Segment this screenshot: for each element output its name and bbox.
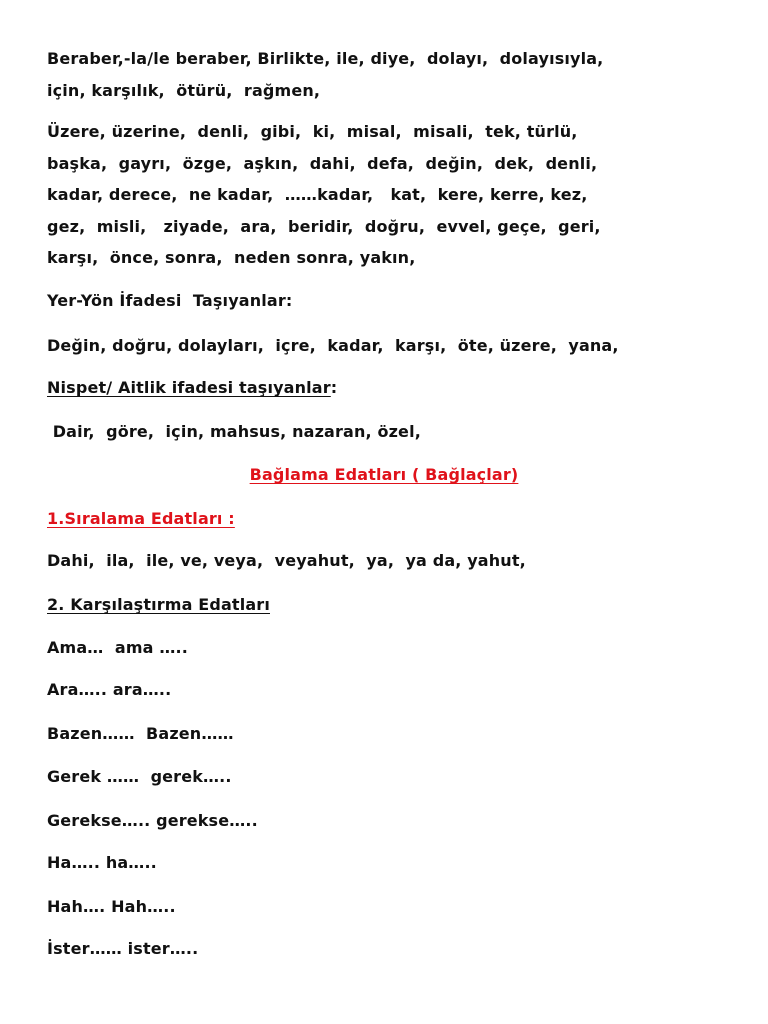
- heading-yer-yon: Yer-Yön İfadesi Taşıyanlar:: [47, 291, 293, 310]
- text-line: karşı, önce, sonra, neden sonra, yakın,: [47, 248, 416, 267]
- heading-nispet-colon: :: [330, 378, 338, 397]
- text-line: kadar, derece, ne kadar, ……kadar, kat, kere, kerre, kez,: [47, 185, 588, 204]
- list-item: Gerekse….. gerekse…..: [47, 811, 258, 830]
- heading-nispet-text: Nispet/ Aitlik ifadesi taşıyanlar: [47, 378, 331, 397]
- list-item: Hah…. Hah…..: [47, 897, 176, 916]
- heading-nispet: [47, 378, 337, 398]
- text-line: gez, misli, ziyade, ara, beridir, doğru, evvel, geçe, geri,: [47, 217, 601, 236]
- text-line: için, karşılık, ötürü, rağmen,: [47, 81, 321, 100]
- subheading-karsilastirma: 2. Karşılaştırma Edatları: [47, 595, 270, 614]
- list-item: Ara….. ara…..: [47, 680, 172, 699]
- text-line: başka, gayrı, özge, aşkın, dahi, defa, değin, dek, denli,: [47, 154, 598, 173]
- list-item: İster…… ister…..: [47, 939, 199, 958]
- list-item: Gerek …… gerek…..: [47, 767, 232, 786]
- list-item: Ama… ama …..: [47, 638, 188, 657]
- list-item: Ha….. ha…..: [47, 853, 157, 872]
- nispet-items: Dair, göre, için, mahsus, nazaran, özel,: [47, 422, 421, 441]
- subheading-siralama: 1.Sıralama Edatları :: [47, 509, 235, 528]
- text-line: Üzere, üzerine, denli, gibi, ki, misal, misali, tek, türlü,: [47, 122, 578, 141]
- siralama-items: Dahi, ila, ile, ve, veya, veyahut, ya, ya da, yahut,: [47, 551, 526, 570]
- list-item: Bazen…… Bazen……: [47, 724, 234, 743]
- section-title: Bağlama Edatları ( Bağlaçlar): [249, 465, 519, 484]
- text-line: Beraber,-la/le beraber, Birlikte, ile, diye, dolayı, dolayısıyla,: [47, 49, 604, 68]
- yer-yon-items: Değin, doğru, dolayları, içre, kadar, karşı, öte, üzere, yana,: [47, 336, 619, 355]
